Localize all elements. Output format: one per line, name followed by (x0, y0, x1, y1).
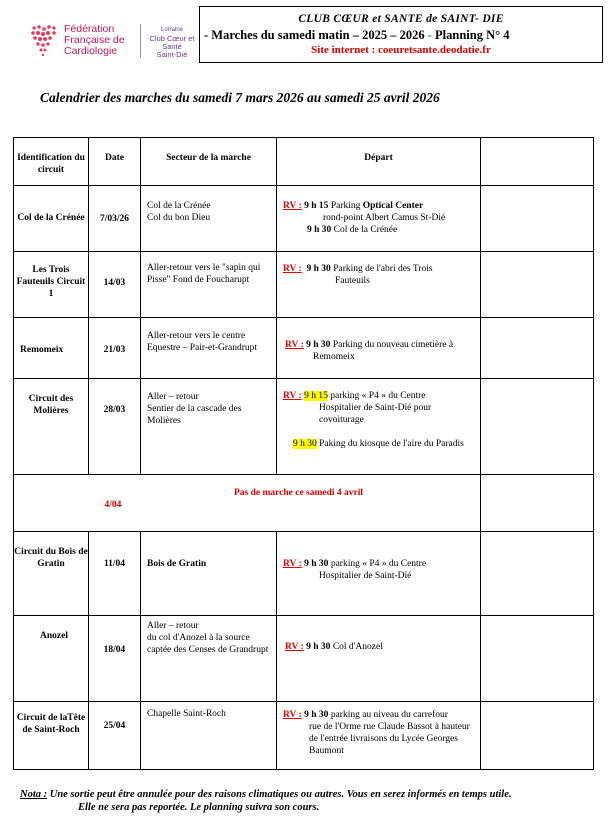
nota-text-2: Elle ne sera pas reportée. Le planning suivra son cours. (78, 802, 320, 813)
rv-label: RV : (285, 642, 304, 652)
empty-cell (481, 616, 594, 702)
depart-time: 9 h 15 (304, 391, 328, 401)
walks-table (13, 137, 594, 770)
date-cell: 28/03 (89, 379, 141, 475)
depart-line (283, 709, 476, 721)
depart-line (283, 263, 476, 275)
no-walk-message: Pas de marche ce samedi 4 avril (233, 488, 364, 498)
nota-line-1 (20, 788, 512, 801)
depart-text: parking « P4 » du Centre (328, 559, 427, 569)
depart-line: Remomeix (313, 352, 355, 362)
depart-cell (277, 616, 481, 702)
no-walk-cell (89, 475, 481, 532)
table-row (14, 702, 594, 770)
table-row (14, 379, 594, 475)
depart-text: parking au niveau du carrefour (328, 710, 448, 720)
depart-text: Col de la Crénée (331, 225, 398, 235)
depart-text: Parking de l'abri des Trois (330, 264, 433, 274)
date-cell: 21/03 (89, 318, 141, 379)
circuit-cell: Remomeix (14, 318, 89, 379)
depart-time: 9 h 30 (304, 710, 329, 720)
empty-cell (481, 252, 594, 318)
secteur-cell: Aller – retour Sentier de la cascade des Molières (141, 379, 277, 475)
planning-line (204, 28, 510, 43)
secteur-cell: Aller-retour vers le centre Equestre – Pair-et-Grandrupt (141, 318, 277, 379)
circuit-cell: Anozel (14, 616, 89, 702)
depart-line: Hospitalier de Saint-Dié (319, 571, 412, 581)
depart-line (283, 200, 476, 212)
secteur-cell: Aller-retour vers le "sapin qui Pisse" Fond de Foucharupt (141, 252, 277, 318)
secteur-cell: Chapelle Saint-Roch (141, 702, 277, 770)
circuit-cell: Circuit du Bois de Gratin (14, 532, 89, 616)
heart-logo-icon (30, 22, 58, 58)
ffc-name: Fédération Française de Cardiologie (64, 23, 125, 57)
secteur-cell: Bois de Gratin (141, 532, 277, 616)
depart-cell (277, 186, 481, 252)
header-secteur: Secteur de la marche (141, 138, 277, 186)
depart-time: 9 h 30 (304, 559, 329, 569)
table-row (14, 616, 594, 702)
depart-cell (277, 318, 481, 379)
empty-cell (481, 532, 594, 616)
circuit-cell (14, 475, 89, 532)
date-cell: 14/03 (89, 252, 141, 318)
depart-line: rue de l'Orme rue Claude Bassot à hauteur de l'entrée livraisons du Lycée Georges Baumont (309, 722, 470, 756)
club-title: CLUB CŒUR et SANTE de SAINT- DIE (298, 13, 504, 25)
nota-label: Nota : (20, 789, 48, 800)
depart-line (285, 641, 476, 653)
depart-time: 9 h 15 (301, 201, 329, 211)
rv-label: RV : (283, 201, 302, 211)
header-date: Date (89, 138, 141, 186)
depart-line (283, 224, 476, 236)
circuit-cell: Col de la Crénée (14, 186, 89, 252)
planning-number: Planning N° 4 (435, 28, 510, 42)
empty-cell (481, 318, 594, 379)
empty-cell (481, 186, 594, 252)
depart-line (283, 558, 476, 570)
date-cell: 25/04 (89, 702, 141, 770)
header-box (199, 6, 603, 63)
calendar-title: Calendrier des marches du samedi 7 mars 2026 au samedi 25 avril 2026 (40, 90, 440, 105)
circuit-cell: Circuit de laTête de Saint-Roch (14, 702, 89, 770)
table-row (14, 318, 594, 379)
rv-label: RV : (283, 264, 302, 274)
depart-line (283, 438, 476, 450)
depart-cell (277, 702, 481, 770)
depart-text: parking « P4 » du Centre (327, 391, 426, 401)
depart-cell (277, 532, 481, 616)
empty-cell (481, 475, 594, 532)
depart-text: Col d'Anozel (330, 642, 383, 652)
depart-text: Parking (328, 201, 363, 211)
date-cell: 18/04 (89, 616, 141, 702)
table-row (14, 252, 594, 318)
empty-cell (481, 379, 594, 475)
table-header-row (14, 138, 594, 186)
date-cell: 4/04 (104, 500, 122, 510)
header-circuit: Identification du circuit (14, 138, 89, 186)
website-link[interactable]: Site internet : coeuretsante.deodatie.fr (311, 44, 491, 56)
depart-place: Optical Center (362, 201, 424, 211)
depart-time: 9 h 30 (306, 264, 331, 274)
depart-text: Parking du nouveau cimetière à (330, 340, 454, 350)
date-cell: 11/04 (89, 532, 141, 616)
table-row (14, 475, 594, 532)
planning-separator: - (424, 28, 436, 42)
depart-time: 9 h 30 (306, 642, 331, 652)
depart-time: 9 h 30 (306, 340, 331, 350)
date-cell: 7/03/26 (89, 186, 141, 252)
circuit-cell: Les Trois Fauteuils Circuit 1 (14, 252, 89, 318)
header-depart: Départ (277, 138, 481, 186)
depart-cell (277, 252, 481, 318)
rv-label: RV : (283, 391, 302, 401)
nota-note (20, 788, 512, 814)
depart-line (285, 339, 476, 351)
depart-time: 9 h 30 (293, 439, 317, 449)
logo-city: Saint-Dié (156, 50, 188, 59)
empty-cell (481, 702, 594, 770)
logo-club: Club Cœur et Santé (149, 34, 195, 51)
logo-lorraine: Lorraine (160, 27, 183, 33)
rv-label: RV : (285, 340, 304, 350)
depart-text: Paking du kiosque de l'aire du Paradis (316, 439, 464, 449)
depart-time: 9 h 30 (307, 225, 332, 235)
depart-line: rond-point Albert Camus St-Dié (323, 213, 446, 223)
rv-label: RV : (283, 710, 302, 720)
depart-cell (277, 379, 481, 475)
planning-subtitle: - Marches du samedi matin – 2025 – 2026 (204, 28, 425, 42)
header-empty (481, 138, 594, 186)
table-row (14, 532, 594, 616)
rv-label: RV : (283, 559, 302, 569)
club-logo-text (142, 26, 202, 59)
depart-line: Fauteuils (335, 276, 370, 286)
logo-divider (140, 24, 141, 58)
nota-text-1: Une sortie peut être annulée pour des raisons climatiques ou autres. Vous en serez informés en temps utile. (47, 789, 512, 800)
depart-line: Hospitalier de Saint-Dié pour covoiturage (319, 403, 432, 425)
ffc-logo (30, 22, 200, 62)
depart-line (283, 390, 476, 402)
circuit-cell: Circuit des Molières (14, 379, 89, 475)
secteur-cell: Aller – retour du col d'Anozel à la source captée des Censes de Grandrupt (141, 616, 277, 702)
secteur-cell: Col de la Crénée Col du bon Dieu (141, 186, 277, 252)
table-row (14, 186, 594, 252)
